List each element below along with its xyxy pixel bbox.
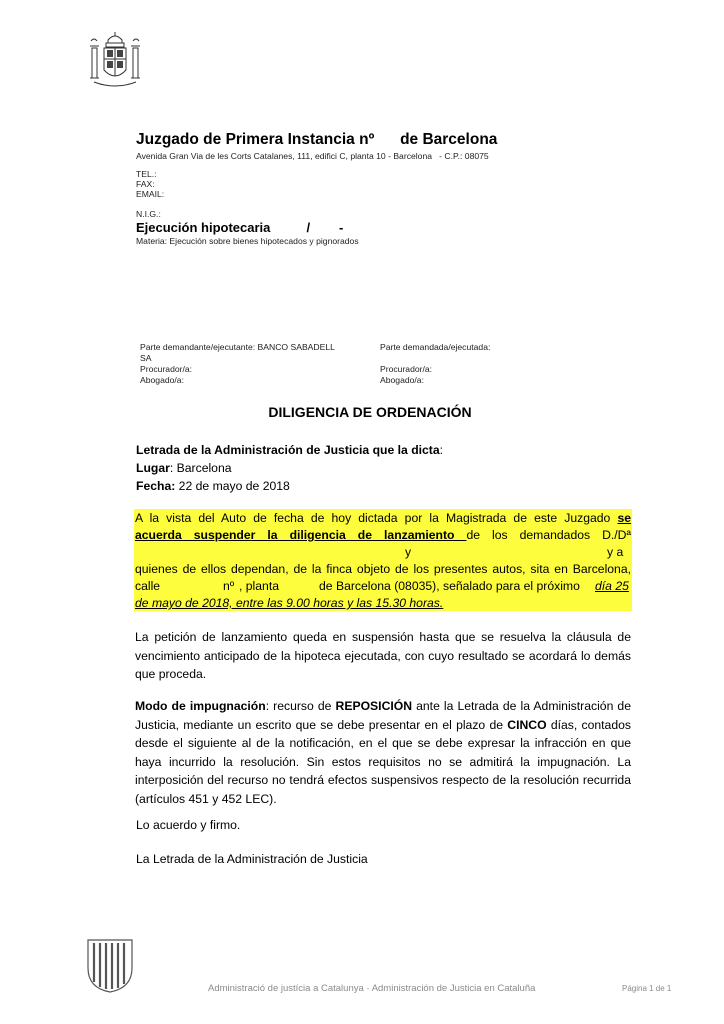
hl-line-4: quienes de ellos dependan, de la finca objeto de los presentes autos, sita en Barcelona,	[135, 562, 631, 576]
dicta-line: Letrada de la Administración de Justicia que la dicta:	[136, 443, 444, 457]
email-label: EMAIL:	[136, 189, 165, 199]
plaintiff-abogado: Abogado/a:	[140, 375, 184, 385]
page-number: Página 1 de 1	[622, 984, 672, 993]
hl-line-2: acuerda suspender la diligencia de lanzamiento de los demandados D./Dª	[135, 528, 631, 542]
court-address: Avenida Gran Via de les Corts Catalanes, 111, edifici C, planta 10 - Barcelona - C.P.: 08075	[136, 151, 489, 161]
plaintiff-line: SA	[140, 353, 152, 363]
materia-line: Materia: Ejecución sobre bienes hipotecados y pignorados	[136, 236, 359, 246]
nig-label: N.I.G.:	[136, 209, 161, 219]
signature-line: La Letrada de la Administración de Justicia	[136, 852, 368, 866]
tel-label: TEL.:	[136, 169, 157, 179]
defendant-line: Parte demandada/ejecutada:	[380, 342, 491, 352]
lugar-label: Lugar	[136, 461, 170, 475]
plaintiff-procurador: Procurador/a:	[140, 364, 193, 374]
defendant-blank	[380, 353, 580, 364]
hl-line-1: A la vista del Auto de fecha de hoy dictada por la Magistrada de este Juzgado se	[135, 511, 631, 525]
footer-text: Administració de justícia a Catalunya · Administración de Justicia en Cataluña	[208, 983, 536, 994]
hl-line-6: de mayo de 2018, entre las 9.00 horas y las 15.30 horas.	[135, 596, 444, 610]
plaintiff-line: Parte demandante/ejecutante: BANCO SABADELL	[140, 342, 335, 352]
suspension-paragraph: La petición de lanzamiento queda en suspensión hasta que se resuelva la cláusula de vencimiento anticipado de la hipoteca ejecutada, con cuyo resultado se acordará lo demás que proceda.	[135, 630, 631, 682]
procedure-title: Ejecución hipotecaria / -	[136, 220, 344, 235]
fecha-line	[136, 479, 290, 493]
spain-coat-of-arms-icon	[86, 30, 144, 92]
impugnacion-paragraph: Modo de impugnación: recurso de REPOSICIÓN ante la Letrada de la Administración de Justicia, mediante un escrito que se debe presentar en el plazo de CINCO días, contados desde el siguiente al de la notificación, en el que se debe expresar la infracción en que haya incurrido la resolución. Sin estos requisitos no se admitirá la impugnación. La interposición del recurso no tendrá efectos suspensivos respecto de la resolución recurrida (artículos 451 y 452 LEC).	[135, 699, 631, 806]
impugnacion-label: Modo de impugnación	[135, 699, 266, 713]
party-defendant-block	[380, 342, 580, 386]
document-title: DILIGENCIA DE ORDENACIÓN	[268, 404, 472, 420]
hl-line-5: calle nº , planta de Barcelona (08035), señalado para el próximo día 25	[135, 579, 629, 593]
dicta-label: Letrada de la Administración de Justicia que la dicta	[136, 443, 440, 457]
lugar-value: : Barcelona	[169, 461, 232, 475]
lugar-line	[136, 461, 232, 475]
catalonia-emblem-icon	[84, 938, 136, 994]
hl-line-3: y y a	[405, 545, 624, 559]
fecha-value: 22 de mayo de 2018	[175, 479, 290, 493]
party-plaintiff-block	[140, 342, 360, 386]
court-name: Juzgado de Primera Instancia nº de Barcelona	[136, 131, 498, 148]
fecha-label: Fecha:	[136, 479, 176, 493]
fax-label: FAX:	[136, 179, 155, 189]
closing-line: Lo acuerdo y firmo.	[136, 818, 241, 832]
defendant-procurador: Procurador/a:	[380, 364, 433, 374]
defendant-abogado: Abogado/a:	[380, 375, 424, 385]
